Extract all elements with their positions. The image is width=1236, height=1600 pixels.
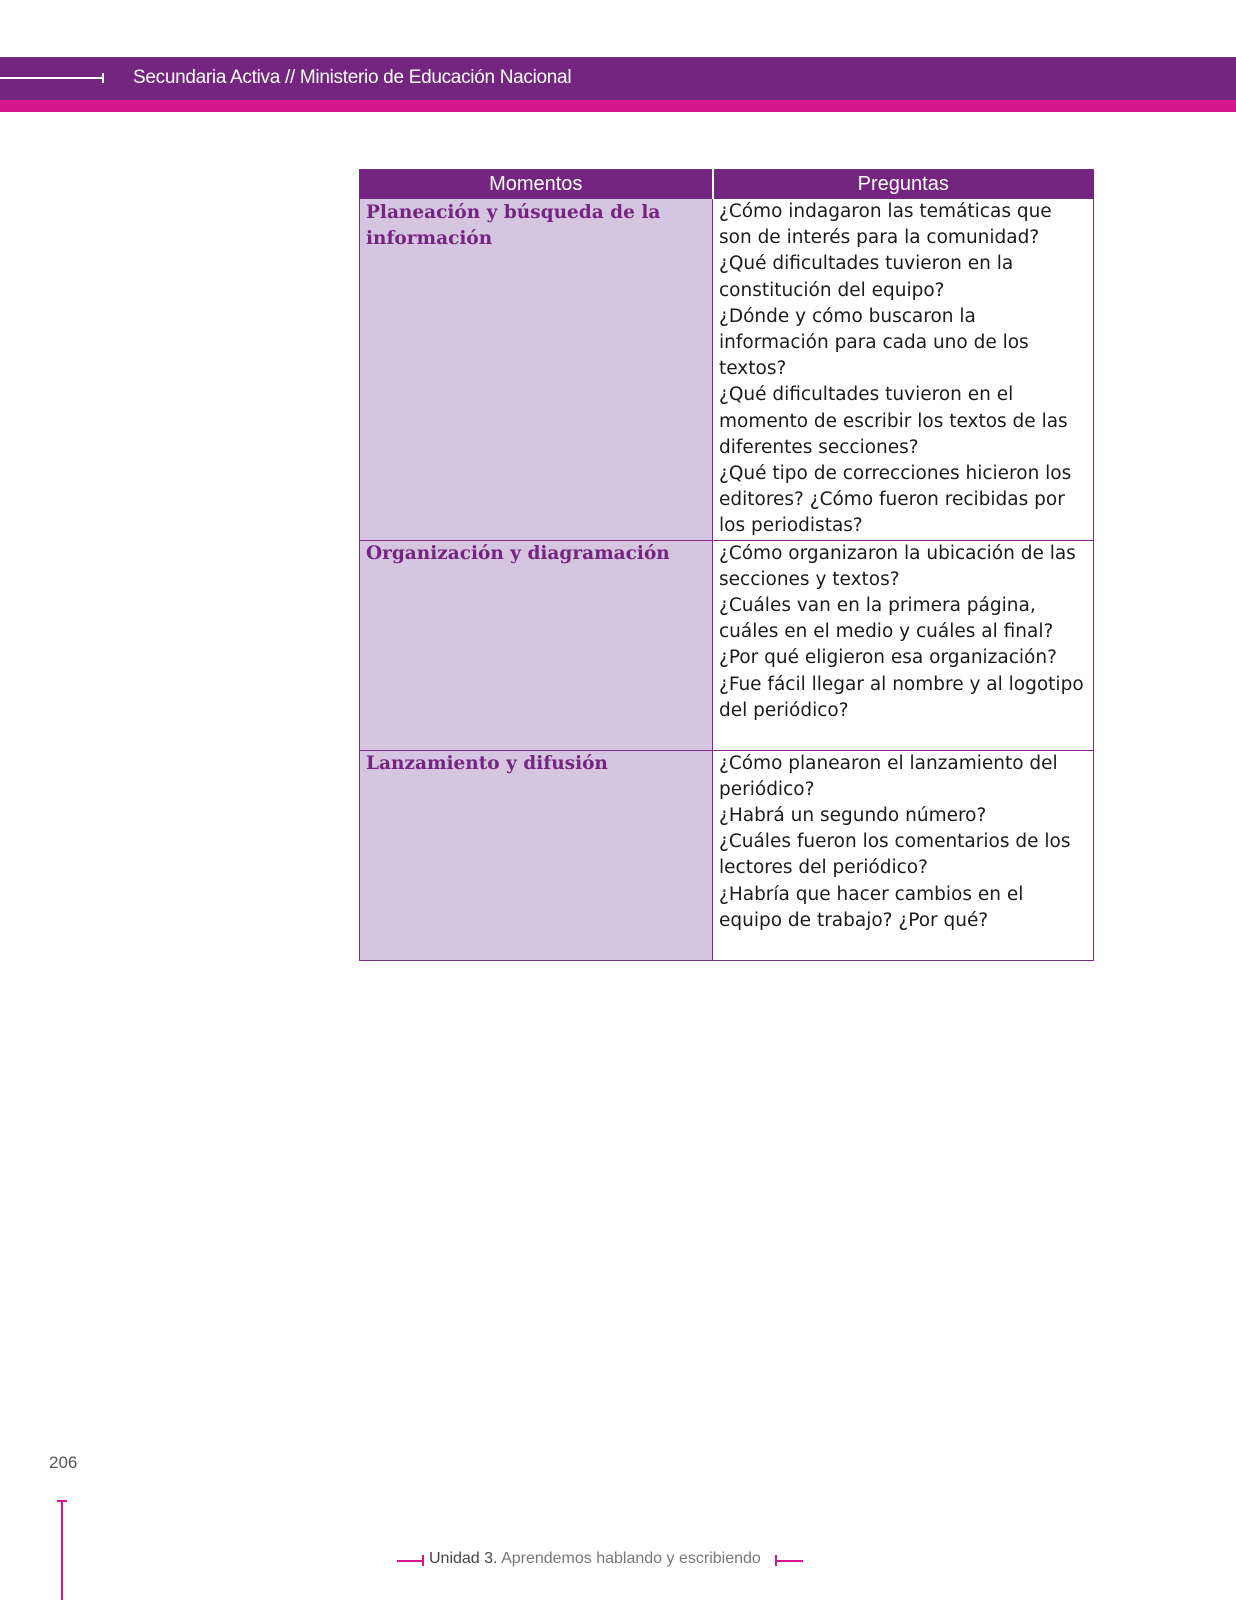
moment-cell: Lanzamiento y difusión [360,750,713,960]
question-text: ¿Cuáles van en la primera página, cuáles en el medio y cuáles al final? [719,595,1054,643]
question-text: ¿Habrá un segundo número? [719,805,987,827]
header-stripe [0,100,1236,112]
table-row [360,199,1094,541]
question-text: ¿Qué tipo de correcciones hicieron los editores? ¿Cómo fueron recibidas por los periodistas? [719,463,1072,537]
footer-unit: Unidad 3. [429,1550,498,1567]
header-rule [0,77,104,79]
column-header-preguntas: Preguntas [713,170,1094,199]
questions-cell [713,199,1094,541]
footer-rule-right [775,1560,803,1562]
question-text: ¿Qué dificultades tuvieron en la constitución del equipo? [719,253,1014,301]
moments-table [359,169,1094,961]
moment-cell: Planeación y búsqueda de la información [360,199,713,541]
question-text: ¿Qué dificultades tuvieron en el momento de escribir los textos de las diferentes secciones? [719,384,1068,458]
table-row [360,750,1094,960]
footer-rule-left [397,1560,424,1562]
question-text: ¿Cómo organizaron la ubicación de las secciones y textos? [719,542,1076,590]
table-row [360,540,1094,750]
question-text: ¿Cuáles fueron los comentarios de los lectores del periódico? [719,831,1071,879]
header-title: Secundaria Activa // Ministerio de Educación Nacional [133,67,572,88]
table-header-row [360,170,1094,199]
questions-cell [713,750,1094,960]
question-text: ¿Por qué eligieron esa organización? [719,647,1057,669]
footer-rule-right-tick [775,1555,777,1566]
moment-cell: Organización y diagramación [360,540,713,750]
question-text: ¿Habría que hacer cambios en el equipo de trabajo? ¿Por qué? [719,883,1024,931]
question-text: ¿Fue fácil llegar al nombre y al logotipo del periódico? [719,673,1084,721]
question-text: ¿Cómo indagaron las temáticas que son de interés para la comunidad? [719,201,1052,249]
side-rule [61,1502,63,1600]
page-number: 206 [49,1453,78,1472]
question-text: ¿Cómo planearon el lanzamiento del periódico? [719,752,1058,800]
footer-rule-left-tick [422,1555,424,1566]
footer-title: Aprendemos hablando y escribiendo [501,1550,761,1567]
questions-cell [713,540,1094,750]
column-header-momentos: Momentos [360,170,713,199]
footer-caption [429,1550,761,1568]
question-text: ¿Dónde y cómo buscaron la información para cada uno de los textos? [719,305,1029,380]
header-rule-tick [102,73,104,83]
